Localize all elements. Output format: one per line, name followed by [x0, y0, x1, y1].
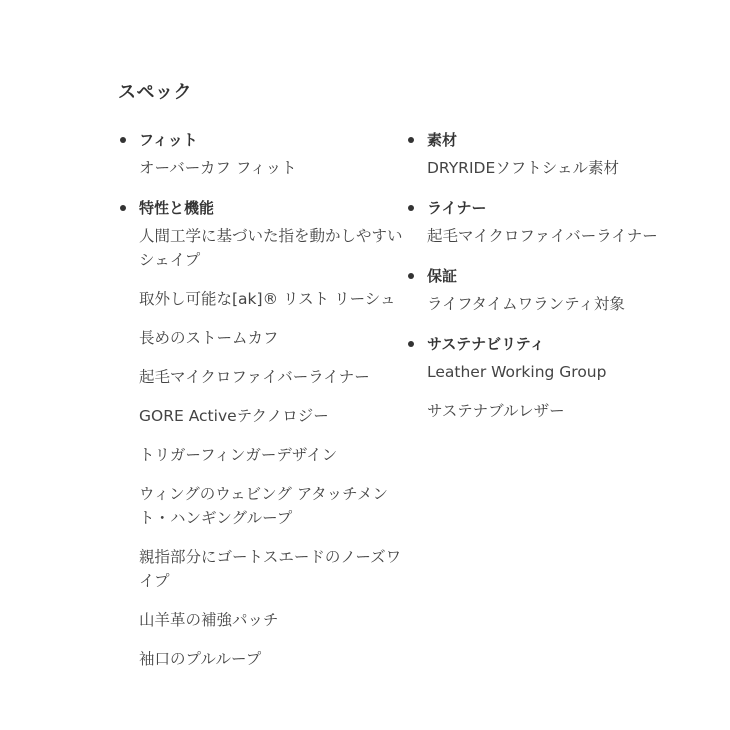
spec-value: DRYRIDEソフトシェル素材 — [427, 159, 619, 177]
spec-values — [139, 224, 415, 671]
spec-item-material — [408, 128, 708, 180]
spec-values — [427, 360, 708, 423]
spec-value: 人間工学に基づいた指を動かしやすいシェイプ — [139, 227, 403, 269]
spec-value: 起毛マイクロファイバーライナー — [139, 368, 370, 386]
spec-value: Leather Working Group — [427, 363, 607, 381]
spec-column-left — [120, 128, 415, 687]
spec-label: フィット — [139, 131, 198, 149]
spec-label: 素材 — [427, 131, 458, 149]
bullet-icon — [408, 137, 414, 143]
spec-value: ウィングのウェビング アタッチメント・ハンギングループ — [139, 485, 389, 527]
spec-column-right — [408, 128, 708, 439]
spec-value: 長めのストームカフ — [139, 329, 279, 347]
spec-values — [427, 292, 708, 316]
spec-value: 起毛マイクロファイバーライナー — [427, 227, 658, 245]
bullet-icon — [408, 273, 414, 279]
spec-values — [139, 156, 415, 180]
spec-value: トリガーフィンガーデザイン — [139, 446, 338, 464]
spec-values — [427, 224, 708, 248]
spec-label: 保証 — [427, 267, 458, 285]
spec-value: GORE Activeテクノロジー — [139, 407, 329, 425]
spec-item-liner — [408, 196, 708, 248]
spec-item-sustainability — [408, 332, 708, 423]
bullet-icon — [120, 205, 126, 211]
bullet-icon — [408, 341, 414, 347]
spec-values — [427, 156, 708, 180]
spec-value: ライフタイムワランティ対象 — [427, 295, 625, 313]
spec-item-features — [120, 196, 415, 671]
spec-value: 袖口のプルループ — [139, 650, 262, 668]
spec-label: 特性と機能 — [139, 199, 215, 217]
spec-item-warranty — [408, 264, 708, 316]
spec-title: スペック — [118, 82, 192, 103]
bullet-icon — [120, 137, 126, 143]
spec-label: サステナビリティ — [427, 335, 545, 353]
spec-value: オーバーカフ フィット — [139, 159, 297, 177]
spec-value: サステナブルレザー — [427, 402, 565, 420]
spec-value: 親指部分にゴートスエードのノーズワイプ — [139, 548, 402, 590]
spec-item-fit — [120, 128, 415, 180]
spec-value: 取外し可能な[ak]® リスト リーシュ — [139, 290, 396, 308]
spec-value: 山羊革の補強パッチ — [139, 611, 279, 629]
spec-label: ライナー — [427, 199, 487, 217]
bullet-icon — [408, 205, 414, 211]
